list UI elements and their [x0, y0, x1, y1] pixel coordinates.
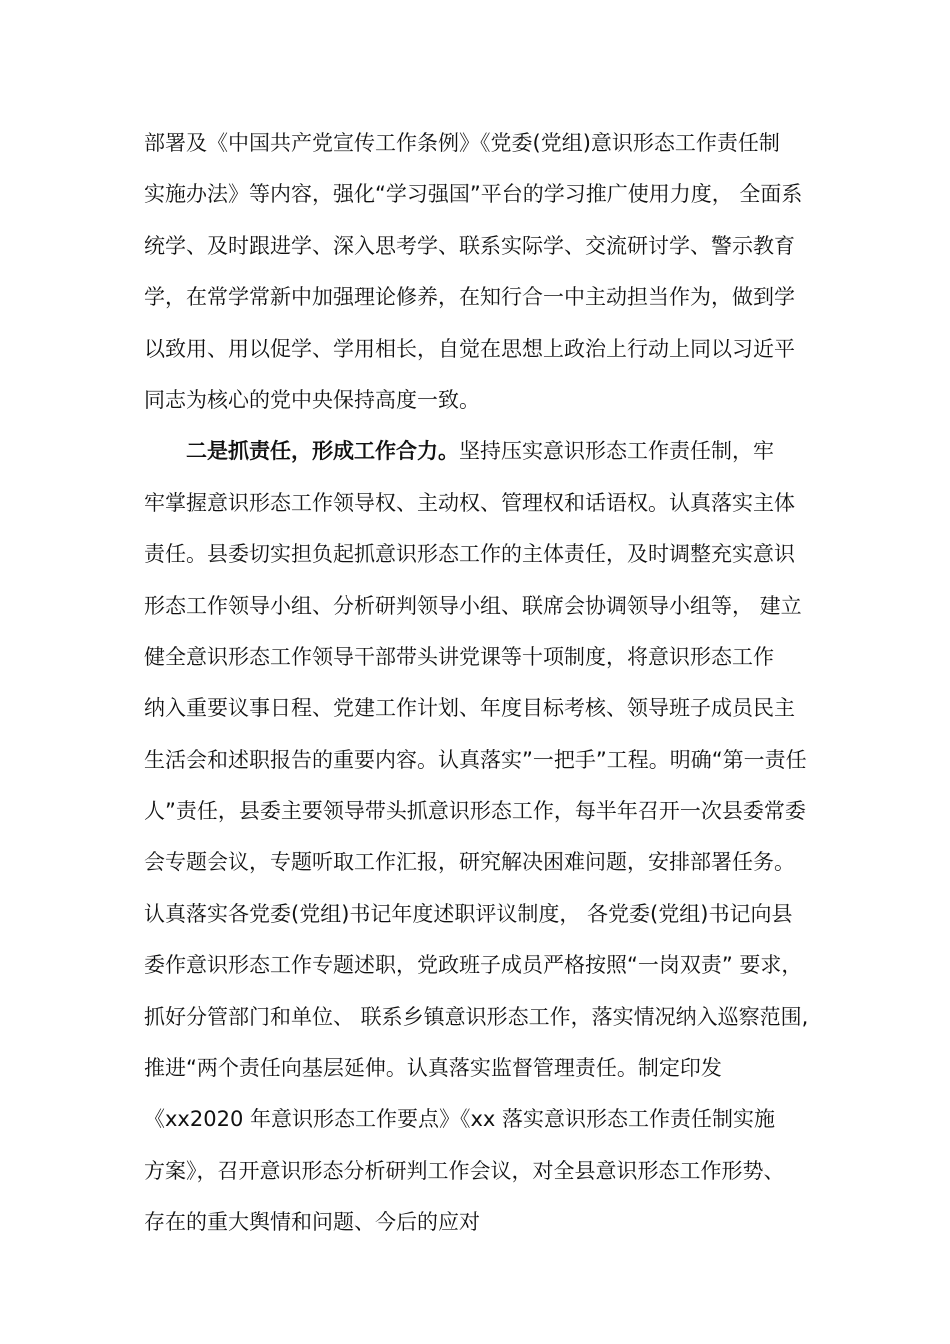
text-line: 统学、及时跟进学、深入思考学、联系实际学、交流研讨学、警示教育 — [144, 233, 795, 258]
text-line: 会专题会议，专题听取工作汇报，研究解决困难问题，安排部署任务。 — [144, 850, 795, 875]
text-line: 健全意识形态工作领导干部带头讲党课等十项制度，将意识形态工作 — [144, 644, 774, 669]
text-line: 生活会和述职报告的重要内容。认真落实”一把手”工程。明确“第一责任 — [144, 747, 807, 772]
paragraph-heading-rest: 坚持压实意识形态工作责任制，牢 — [459, 439, 774, 464]
text-line: 形态工作领导小组、分析研判领导小组、联席会协调领导小组等， 建立 — [144, 593, 802, 618]
text-line: 实施办法》等内容，强化“学习强国”平台的学习推广使用力度， 全面系 — [144, 182, 803, 207]
body-text — [144, 118, 820, 1249]
text-line: 认真落实各党委(党组)书记年度述职评议制度， 各党委(党组)书记向县 — [144, 901, 793, 926]
text-line: 纳入重要议事日程、党建工作计划、年度目标考核、领导班子成员民主 — [144, 696, 795, 721]
text-line: 人”责任，县委主要领导带头抓意识形态工作，每半年召开一次县委常委 — [144, 799, 806, 824]
text-line: 同志为核心的党中央保持高度一致。 — [144, 387, 480, 412]
paragraph-heading: 二是抓责任，形成工作合力。 — [186, 439, 459, 464]
text-line: 委作意识形态工作专题述职，党政班子成员严格按照“一岗双责” 要求， — [144, 953, 803, 978]
text-line: 部署及《中国共产党宣传工作条例》《党委(党组)意识形态工作责任制 — [144, 131, 780, 155]
text-line: 责任。县委切实担负起抓意识形态工作的主体责任，及时调整充实意识 — [144, 542, 795, 567]
text-line: 推进“两个责任向基层延伸。认真落实监督管理责任。制定印发 — [144, 1056, 722, 1081]
text-line: 方案》，召开意识形态分析研判工作会议，对全县意识形态工作形势、 — [144, 1158, 785, 1183]
text-line: 存在的重大舆情和问题、今后的应对 — [144, 1210, 480, 1235]
text-line: 《xx2020 年意识形态工作要点》《xx 落实意识形态工作责任制实施 — [144, 1107, 776, 1132]
paragraph-heading-line — [144, 426, 820, 477]
text-line: 学，在常学常新中加强理论修养，在知行合一中主动担当作为，做到学 — [144, 285, 795, 310]
text-line: 抓好分管部门和单位、 联系乡镇意识形态工作，落实情况纳入巡察范围, — [144, 1004, 809, 1029]
text-line: 以致用、用以促学、学用相长，自觉在思想上政治上行动上同以习近平 — [144, 336, 795, 361]
text-line: 牢掌握意识形态工作领导权、主动权、管理权和话语权。认真落实主体 — [144, 490, 795, 515]
